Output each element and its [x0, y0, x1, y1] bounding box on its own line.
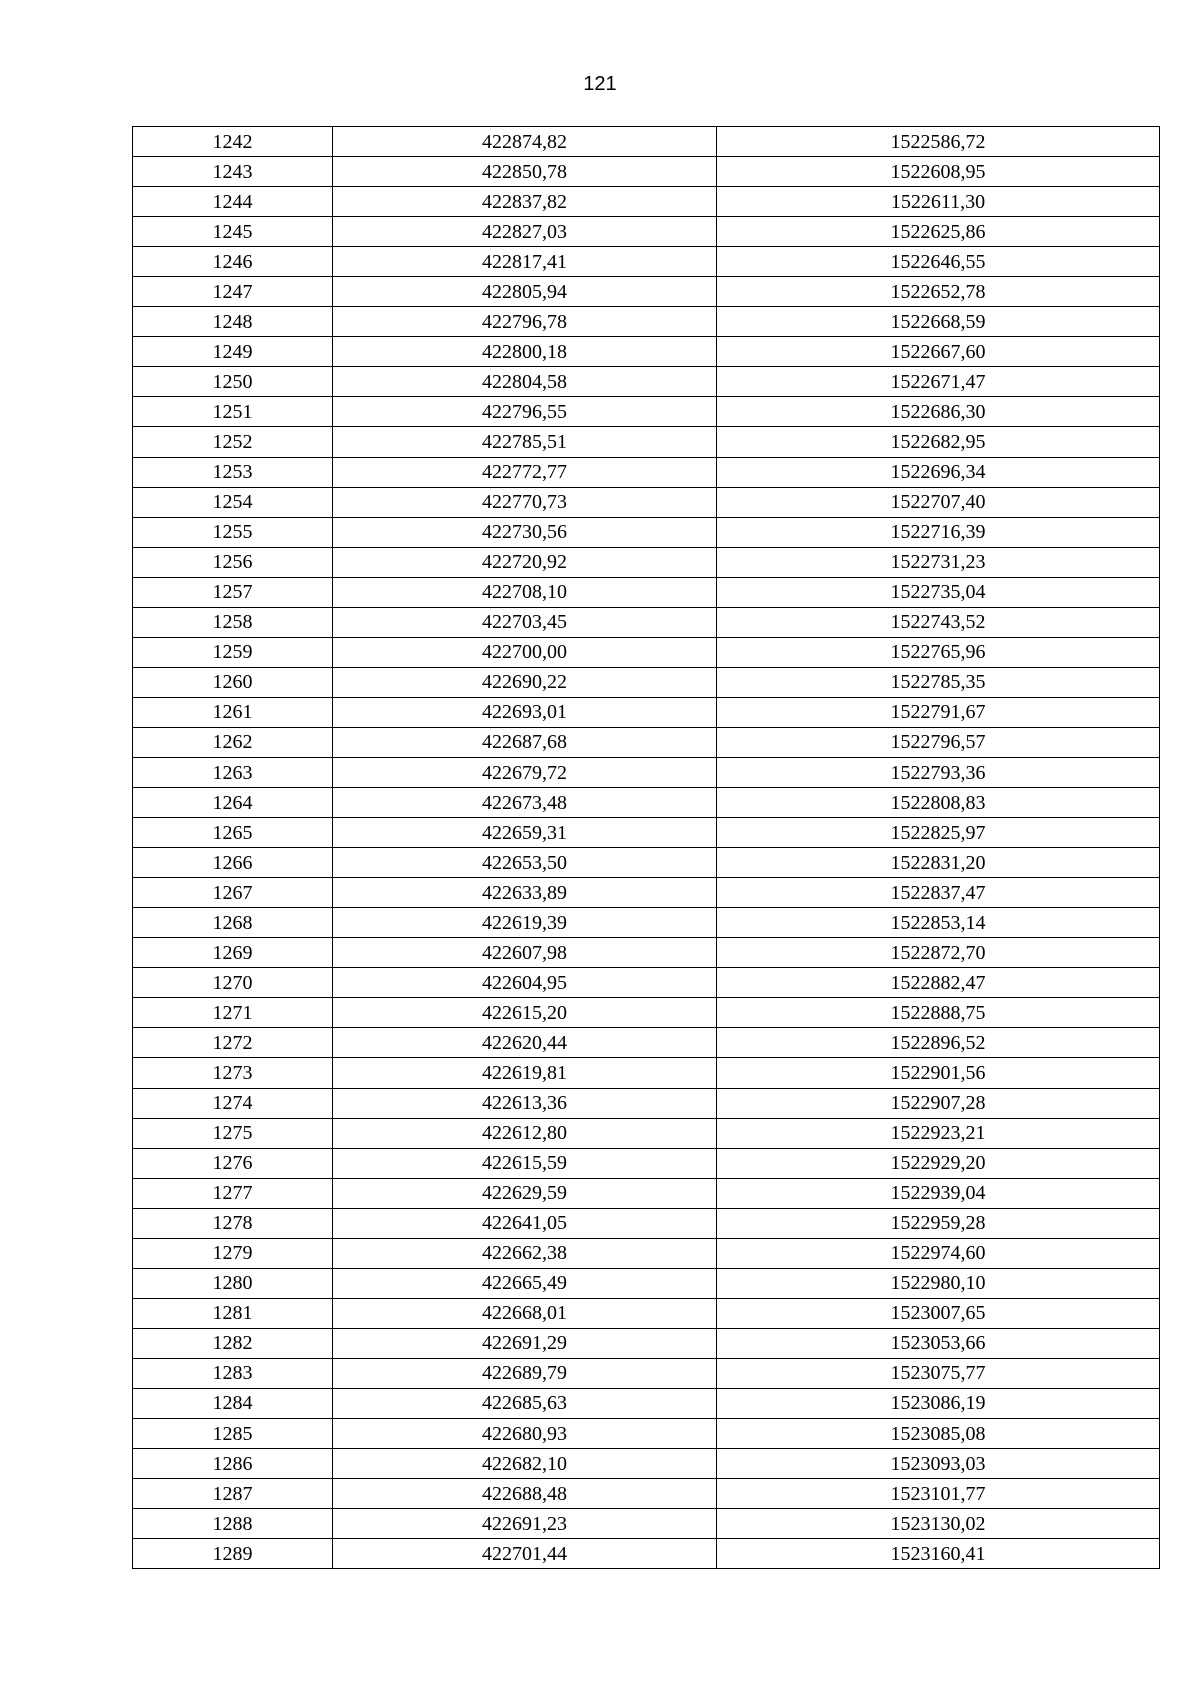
- y-coordinate-cell: 1522765,96: [717, 637, 1160, 667]
- y-coordinate-cell: 1522696,34: [717, 457, 1160, 487]
- y-coordinate-cell: 1522735,04: [717, 577, 1160, 607]
- point-number-cell: 1277: [133, 1178, 333, 1208]
- x-coordinate-cell: 422604,95: [333, 968, 717, 998]
- point-number-cell: 1283: [133, 1358, 333, 1388]
- y-coordinate-cell: 1522901,56: [717, 1058, 1160, 1088]
- y-coordinate-cell: 1522959,28: [717, 1208, 1160, 1238]
- point-number-cell: 1280: [133, 1268, 333, 1298]
- point-number-cell: 1245: [133, 217, 333, 247]
- point-number-cell: 1271: [133, 998, 333, 1028]
- x-coordinate-cell: 422668,01: [333, 1298, 717, 1328]
- x-coordinate-cell: 422619,81: [333, 1058, 717, 1088]
- point-number-cell: 1255: [133, 517, 333, 547]
- point-number-cell: 1268: [133, 908, 333, 938]
- y-coordinate-cell: 1522896,52: [717, 1028, 1160, 1058]
- y-coordinate-cell: 1522646,55: [717, 247, 1160, 277]
- x-coordinate-cell: 422659,31: [333, 818, 717, 848]
- table-row: [133, 517, 1160, 547]
- table-row: [133, 1088, 1160, 1118]
- point-number-cell: 1246: [133, 247, 333, 277]
- x-coordinate-cell: 422679,72: [333, 757, 717, 787]
- y-coordinate-cell: 1522980,10: [717, 1268, 1160, 1298]
- x-coordinate-cell: 422682,10: [333, 1449, 717, 1479]
- y-coordinate-cell: 1522731,23: [717, 547, 1160, 577]
- y-coordinate-cell: 1522793,36: [717, 757, 1160, 787]
- x-coordinate-cell: 422615,59: [333, 1148, 717, 1178]
- x-coordinate-cell: 422691,23: [333, 1509, 717, 1539]
- x-coordinate-cell: 422770,73: [333, 487, 717, 517]
- x-coordinate-cell: 422817,41: [333, 247, 717, 277]
- table-row: [133, 127, 1160, 157]
- x-coordinate-cell: 422708,10: [333, 577, 717, 607]
- x-coordinate-cell: 422785,51: [333, 427, 717, 457]
- x-coordinate-cell: 422690,22: [333, 667, 717, 697]
- coordinates-table-body: [133, 127, 1160, 1569]
- y-coordinate-cell: 1522929,20: [717, 1148, 1160, 1178]
- table-row: [133, 1298, 1160, 1328]
- point-number-cell: 1270: [133, 968, 333, 998]
- x-coordinate-cell: 422612,80: [333, 1118, 717, 1148]
- y-coordinate-cell: 1522667,60: [717, 337, 1160, 367]
- table-row: [133, 247, 1160, 277]
- table-row: [133, 637, 1160, 667]
- y-coordinate-cell: 1522808,83: [717, 788, 1160, 818]
- y-coordinate-cell: 1522625,86: [717, 217, 1160, 247]
- x-coordinate-cell: 422691,29: [333, 1328, 717, 1358]
- x-coordinate-cell: 422641,05: [333, 1208, 717, 1238]
- point-number-cell: 1253: [133, 457, 333, 487]
- point-number-cell: 1258: [133, 607, 333, 637]
- point-number-cell: 1261: [133, 697, 333, 727]
- table-row: [133, 818, 1160, 848]
- y-coordinate-cell: 1522974,60: [717, 1238, 1160, 1268]
- x-coordinate-cell: 422665,49: [333, 1268, 717, 1298]
- y-coordinate-cell: 1522743,52: [717, 607, 1160, 637]
- table-row: [133, 1148, 1160, 1178]
- point-number-cell: 1272: [133, 1028, 333, 1058]
- table-row: [133, 757, 1160, 787]
- y-coordinate-cell: 1522888,75: [717, 998, 1160, 1028]
- y-coordinate-cell: 1522837,47: [717, 878, 1160, 908]
- y-coordinate-cell: 1522716,39: [717, 517, 1160, 547]
- y-coordinate-cell: 1522791,67: [717, 697, 1160, 727]
- page-number: 121: [583, 73, 617, 95]
- table-row: [133, 1358, 1160, 1388]
- x-coordinate-cell: 422796,55: [333, 397, 717, 427]
- table-row: [133, 1388, 1160, 1418]
- point-number-cell: 1248: [133, 307, 333, 337]
- table-row: [133, 1028, 1160, 1058]
- x-coordinate-cell: 422772,77: [333, 457, 717, 487]
- point-number-cell: 1266: [133, 848, 333, 878]
- x-coordinate-cell: 422850,78: [333, 157, 717, 187]
- table-row: [133, 1268, 1160, 1298]
- table-row: [133, 1238, 1160, 1268]
- table-row: [133, 337, 1160, 367]
- x-coordinate-cell: 422607,98: [333, 938, 717, 968]
- y-coordinate-cell: 1522872,70: [717, 938, 1160, 968]
- x-coordinate-cell: 422620,44: [333, 1028, 717, 1058]
- table-row: [133, 998, 1160, 1028]
- point-number-cell: 1257: [133, 577, 333, 607]
- x-coordinate-cell: 422827,03: [333, 217, 717, 247]
- table-row: [133, 397, 1160, 427]
- x-coordinate-cell: 422662,38: [333, 1238, 717, 1268]
- y-coordinate-cell: 1523101,77: [717, 1479, 1160, 1509]
- point-number-cell: 1247: [133, 277, 333, 307]
- point-number-cell: 1252: [133, 427, 333, 457]
- table-row: [133, 968, 1160, 998]
- point-number-cell: 1269: [133, 938, 333, 968]
- table-row: [133, 667, 1160, 697]
- point-number-cell: 1260: [133, 667, 333, 697]
- x-coordinate-cell: 422874,82: [333, 127, 717, 157]
- table-row: [133, 367, 1160, 397]
- table-row: [133, 577, 1160, 607]
- x-coordinate-cell: 422615,20: [333, 998, 717, 1028]
- x-coordinate-cell: 422837,82: [333, 187, 717, 217]
- x-coordinate-cell: 422700,00: [333, 637, 717, 667]
- table-row: [133, 878, 1160, 908]
- table-row: [133, 427, 1160, 457]
- point-number-cell: 1244: [133, 187, 333, 217]
- point-number-cell: 1273: [133, 1058, 333, 1088]
- table-row: [133, 1208, 1160, 1238]
- point-number-cell: 1264: [133, 788, 333, 818]
- table-row: [133, 307, 1160, 337]
- point-number-cell: 1274: [133, 1088, 333, 1118]
- point-number-cell: 1275: [133, 1118, 333, 1148]
- table-row: [133, 217, 1160, 247]
- point-number-cell: 1251: [133, 397, 333, 427]
- table-row: [133, 697, 1160, 727]
- point-number-cell: 1284: [133, 1388, 333, 1418]
- table-row: [133, 487, 1160, 517]
- table-row: [133, 1479, 1160, 1509]
- table-row: [133, 1058, 1160, 1088]
- point-number-cell: 1282: [133, 1328, 333, 1358]
- y-coordinate-cell: 1522831,20: [717, 848, 1160, 878]
- table-row: [133, 157, 1160, 187]
- coordinates-table: [132, 126, 1160, 1569]
- point-number-cell: 1279: [133, 1238, 333, 1268]
- y-coordinate-cell: 1523086,19: [717, 1388, 1160, 1418]
- x-coordinate-cell: 422703,45: [333, 607, 717, 637]
- y-coordinate-cell: 1522707,40: [717, 487, 1160, 517]
- y-coordinate-cell: 1522686,30: [717, 397, 1160, 427]
- y-coordinate-cell: 1522671,47: [717, 367, 1160, 397]
- y-coordinate-cell: 1522907,28: [717, 1088, 1160, 1118]
- table-row: [133, 727, 1160, 757]
- y-coordinate-cell: 1522923,21: [717, 1118, 1160, 1148]
- y-coordinate-cell: 1522785,35: [717, 667, 1160, 697]
- y-coordinate-cell: 1523075,77: [717, 1358, 1160, 1388]
- x-coordinate-cell: 422680,93: [333, 1419, 717, 1449]
- table-row: [133, 1328, 1160, 1358]
- x-coordinate-cell: 422805,94: [333, 277, 717, 307]
- y-coordinate-cell: 1522825,97: [717, 818, 1160, 848]
- table-row: [133, 1178, 1160, 1208]
- point-number-cell: 1286: [133, 1449, 333, 1479]
- y-coordinate-cell: 1522882,47: [717, 968, 1160, 998]
- point-number-cell: 1262: [133, 727, 333, 757]
- table-row: [133, 1509, 1160, 1539]
- x-coordinate-cell: 422688,48: [333, 1479, 717, 1509]
- point-number-cell: 1242: [133, 127, 333, 157]
- y-coordinate-cell: 1522652,78: [717, 277, 1160, 307]
- y-coordinate-cell: 1522608,95: [717, 157, 1160, 187]
- point-number-cell: 1254: [133, 487, 333, 517]
- x-coordinate-cell: 422689,79: [333, 1358, 717, 1388]
- table-row: [133, 938, 1160, 968]
- point-number-cell: 1243: [133, 157, 333, 187]
- x-coordinate-cell: 422629,59: [333, 1178, 717, 1208]
- point-number-cell: 1263: [133, 757, 333, 787]
- x-coordinate-cell: 422720,92: [333, 547, 717, 577]
- table-row: [133, 1539, 1160, 1569]
- table-row: [133, 607, 1160, 637]
- x-coordinate-cell: 422687,68: [333, 727, 717, 757]
- y-coordinate-cell: 1523093,03: [717, 1449, 1160, 1479]
- table-row: [133, 1449, 1160, 1479]
- x-coordinate-cell: 422673,48: [333, 788, 717, 818]
- point-number-cell: 1276: [133, 1148, 333, 1178]
- x-coordinate-cell: 422613,36: [333, 1088, 717, 1118]
- point-number-cell: 1250: [133, 367, 333, 397]
- point-number-cell: 1287: [133, 1479, 333, 1509]
- table-row: [133, 187, 1160, 217]
- point-number-cell: 1265: [133, 818, 333, 848]
- y-coordinate-cell: 1523007,65: [717, 1298, 1160, 1328]
- x-coordinate-cell: 422796,78: [333, 307, 717, 337]
- point-number-cell: 1285: [133, 1419, 333, 1449]
- y-coordinate-cell: 1522586,72: [717, 127, 1160, 157]
- x-coordinate-cell: 422619,39: [333, 908, 717, 938]
- y-coordinate-cell: 1523130,02: [717, 1509, 1160, 1539]
- point-number-cell: 1249: [133, 337, 333, 367]
- point-number-cell: 1281: [133, 1298, 333, 1328]
- x-coordinate-cell: 422701,44: [333, 1539, 717, 1569]
- x-coordinate-cell: 422633,89: [333, 878, 717, 908]
- table-row: [133, 1419, 1160, 1449]
- x-coordinate-cell: 422730,56: [333, 517, 717, 547]
- x-coordinate-cell: 422693,01: [333, 697, 717, 727]
- y-coordinate-cell: 1522796,57: [717, 727, 1160, 757]
- x-coordinate-cell: 422685,63: [333, 1388, 717, 1418]
- y-coordinate-cell: 1523160,41: [717, 1539, 1160, 1569]
- y-coordinate-cell: 1522939,04: [717, 1178, 1160, 1208]
- x-coordinate-cell: 422653,50: [333, 848, 717, 878]
- point-number-cell: 1289: [133, 1539, 333, 1569]
- point-number-cell: 1278: [133, 1208, 333, 1238]
- table-row: [133, 848, 1160, 878]
- table-row: [133, 457, 1160, 487]
- table-row: [133, 788, 1160, 818]
- y-coordinate-cell: 1522668,59: [717, 307, 1160, 337]
- table-row: [133, 277, 1160, 307]
- x-coordinate-cell: 422804,58: [333, 367, 717, 397]
- point-number-cell: 1259: [133, 637, 333, 667]
- point-number-cell: 1288: [133, 1509, 333, 1539]
- point-number-cell: 1256: [133, 547, 333, 577]
- y-coordinate-cell: 1523085,08: [717, 1419, 1160, 1449]
- y-coordinate-cell: 1522682,95: [717, 427, 1160, 457]
- x-coordinate-cell: 422800,18: [333, 337, 717, 367]
- table-row: [133, 1118, 1160, 1148]
- point-number-cell: 1267: [133, 878, 333, 908]
- y-coordinate-cell: 1523053,66: [717, 1328, 1160, 1358]
- y-coordinate-cell: 1522611,30: [717, 187, 1160, 217]
- table-row: [133, 547, 1160, 577]
- table-row: [133, 908, 1160, 938]
- y-coordinate-cell: 1522853,14: [717, 908, 1160, 938]
